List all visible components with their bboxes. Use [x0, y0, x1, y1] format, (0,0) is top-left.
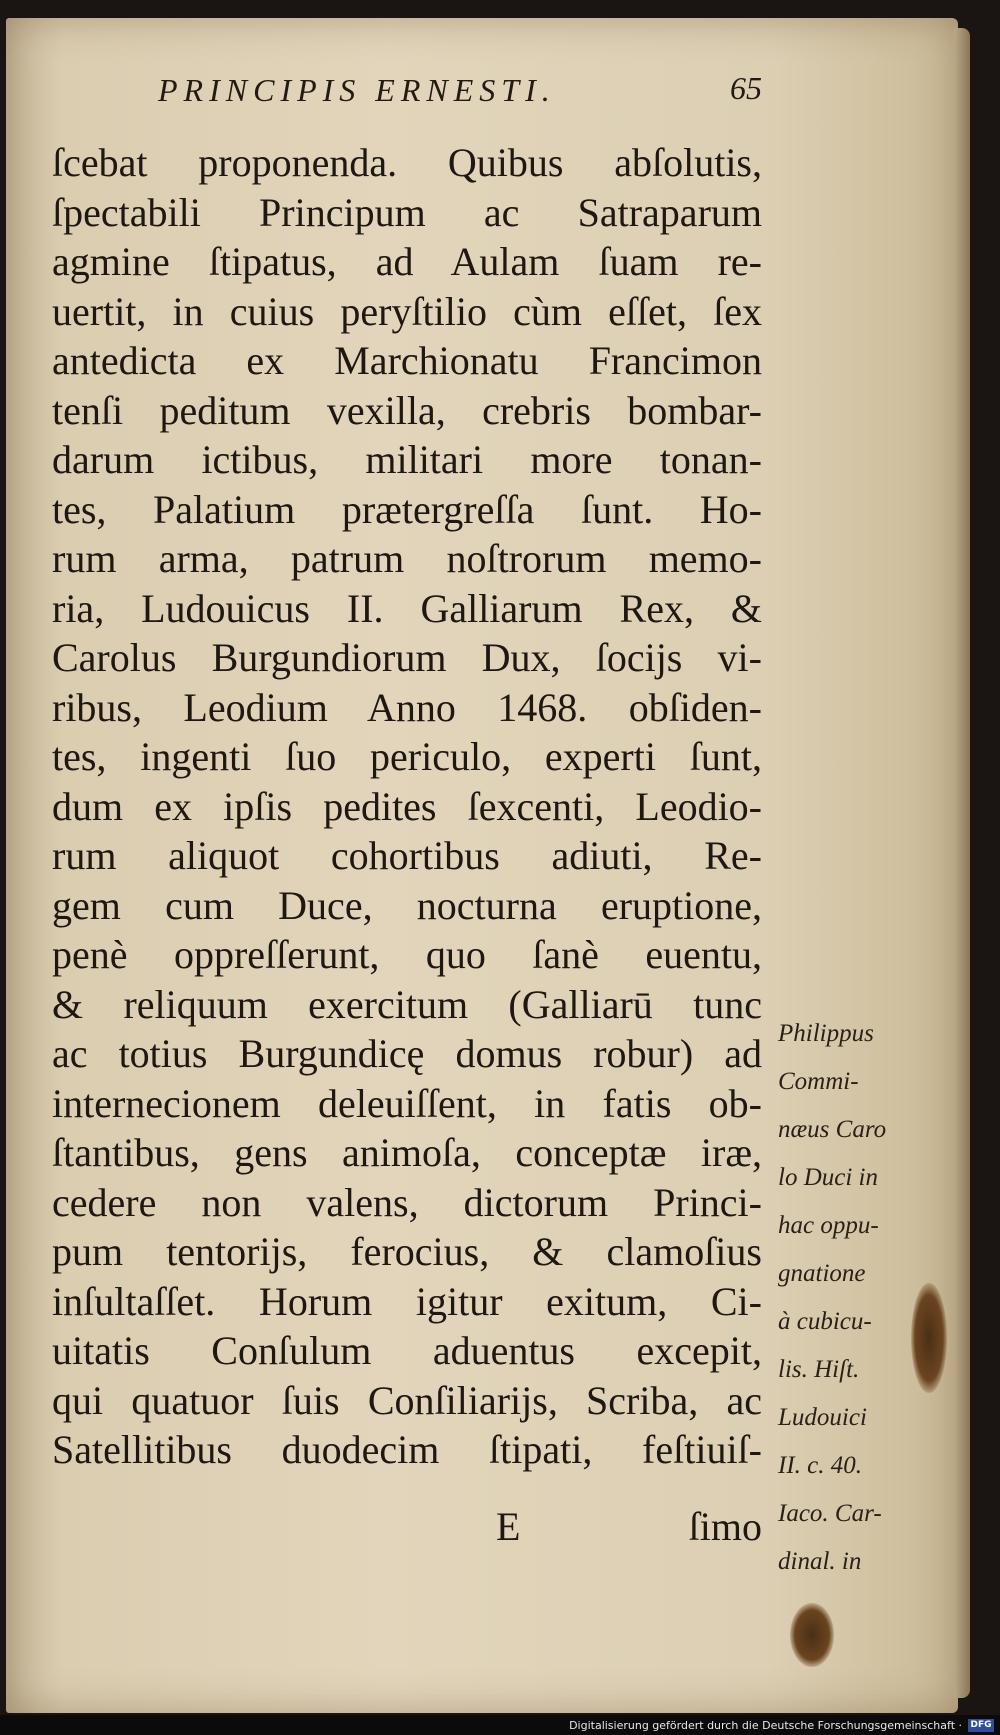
text-line: uitatis Conſulum aduentus excepit, [52, 1328, 762, 1373]
text-line: internecionem deleuiſſent, in fatis ob- [52, 1080, 762, 1126]
text-line: cedere non valens, dictorum Princi- [52, 1179, 762, 1225]
text-line: ſcebat proponenda. Quibus abſolutis, [52, 140, 762, 185]
marginal-note [778, 1010, 928, 1586]
text-line: uertit, in cuius peryſtilio cùm eſſet, ſex [52, 288, 762, 334]
marginal-note-line: dinal. in [778, 1548, 862, 1575]
body-text [52, 138, 762, 1475]
marginal-note-line: hac oppu- [778, 1212, 879, 1239]
text-line: tenſi peditum vexilla, crebris bombar- [52, 387, 762, 433]
funding-notice: Digitalisierung gefördert durch die Deutsche Forschungsgemeinschaft · [569, 1719, 962, 1732]
marginal-note-line: lis. Hiſt. [778, 1356, 860, 1383]
catchword: ſimo [688, 1504, 762, 1549]
text-line: ac totius Burgundicę domus robur) ad [52, 1031, 762, 1076]
text-line: inſultaſſet. Horum igitur exitum, Ci- [52, 1278, 762, 1324]
marginal-note-line: à cubicu- [778, 1308, 872, 1335]
text-line: darum ictibus, militari more tonan- [52, 437, 762, 482]
marginal-note-line: Philippus [778, 1020, 874, 1047]
text-line: Carolus Burgundiorum Dux, ſocijs vi- [52, 635, 762, 680]
text-line: ribus, Leodium Anno 1468. obſiden- [52, 684, 762, 730]
text-line: qui quatuor ſuis Conſiliarijs, Scriba, ac [52, 1377, 762, 1423]
text-line: antedicta ex Marchionatu Francimon [52, 338, 762, 383]
footer-bar [0, 1715, 1000, 1735]
marginal-note-line: gnatione [778, 1260, 866, 1287]
ink-stain [790, 1603, 834, 1667]
text-line: rum arma, patrum noſtrorum memo- [52, 536, 762, 581]
text-line: Satellitibus duodecim ſtipati, feſtiuiſ- [52, 1427, 762, 1472]
text-line: gem cum Duce, nocturna eruptione, [52, 882, 762, 928]
dfg-logo: DFG [968, 1719, 994, 1732]
text-line: tes, Palatium prætergreſſa ſunt. Ho- [52, 486, 762, 532]
text-line: dum ex ipſis pedites ſexcenti, Leodio- [52, 783, 762, 829]
marginal-note-line: lo Duci in [778, 1164, 878, 1191]
marginal-note-line: Ludouici [778, 1404, 867, 1431]
marginal-note-line: næus Caro [778, 1116, 887, 1143]
text-line: ſpectabili Principum ac Satraparum [52, 189, 762, 235]
page-number: 65 [730, 70, 762, 106]
text-line: ria, Ludouicus II. Galliarum Rex, & [52, 585, 762, 631]
text-line: ſtantibus, gens animoſa, conceptæ iræ, [52, 1130, 762, 1175]
text-line: pum tentorijs, ferocius, & clamoſius [52, 1229, 762, 1274]
marginal-note-line: Iaco. Car- [778, 1500, 882, 1527]
text-line: rum aliquot cohortibus adiuti, Re- [52, 833, 762, 878]
running-head: PRINCIPIS ERNESTI. [158, 72, 556, 108]
text-line: & reliquum exercitum (Galliarū tunc [52, 981, 762, 1027]
page-edge [954, 28, 970, 1698]
text-line: agmine ſtipatus, ad Aulam ſuam re- [52, 239, 762, 284]
text-line: tes, ingenti ſuo periculo, experti ſunt, [52, 734, 762, 779]
text-line: penè oppreſſerunt, quo ſanè euentu, [52, 932, 762, 977]
marginal-note-line: II. c. 40. [778, 1452, 862, 1479]
signature-mark: E [496, 1504, 521, 1549]
marginal-note-line: Commi- [778, 1068, 859, 1095]
